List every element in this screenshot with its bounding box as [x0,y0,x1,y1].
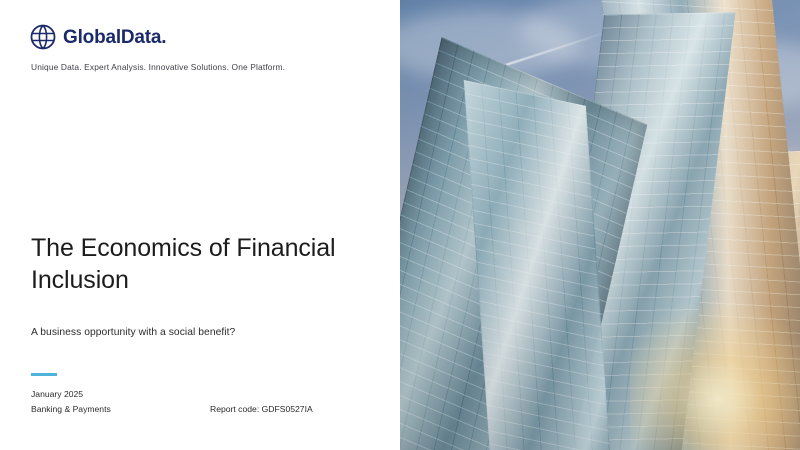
brand-logo [30,24,166,50]
page-title: The Economics of Financial Inclusion [31,234,336,294]
report-code: Report code: GDFS0527IA [210,404,313,414]
brand-name: GlobalData. [63,26,167,48]
sector-label: Banking & Payments [31,404,111,414]
brand-tagline: Unique Data. Expert Analysis. Innovative Solutions. One Platform. [31,62,286,72]
page-subtitle: A business opportunity with a social benefit? [31,327,236,338]
publication-date: January 2025 [31,389,84,399]
cover-image [400,0,800,450]
accent-divider [31,373,57,376]
globe-icon [30,24,56,50]
